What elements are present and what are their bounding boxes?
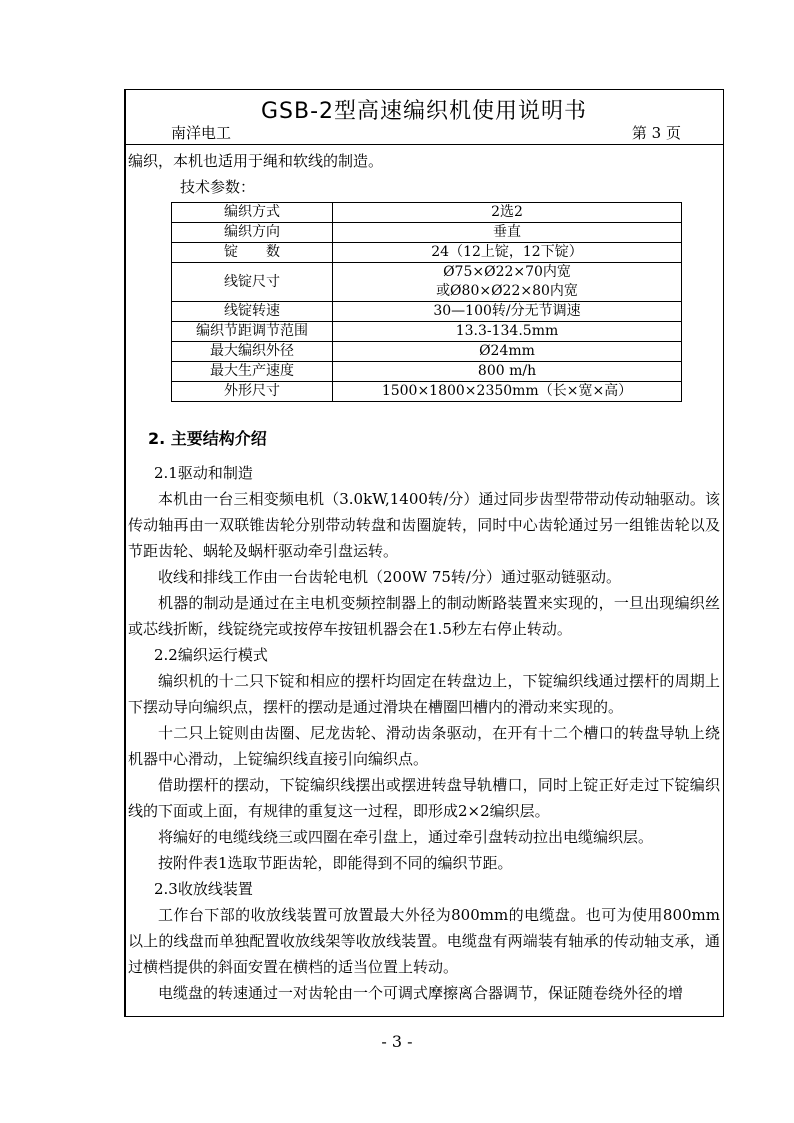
- spec-value: 垂直: [333, 223, 682, 243]
- paragraph: 将编好的电缆线绕三或四圈在牵引盘上，通过牵引盘转动拉出电缆编织层。: [158, 828, 654, 846]
- spec-row: [172, 342, 682, 362]
- spec-row: [172, 322, 682, 342]
- spec-value: 2选2: [333, 203, 682, 223]
- section-heading: 2. 主要结构介绍: [148, 429, 267, 448]
- spec-key: 编织方向: [172, 223, 333, 243]
- subsection-title: 2.2编织运行模式: [154, 646, 268, 664]
- spec-row: [172, 382, 682, 402]
- page-number: - 3 -: [381, 1032, 413, 1051]
- spec-row: [172, 223, 682, 243]
- spec-value: [333, 263, 682, 302]
- spec-row: [172, 362, 682, 382]
- spec-key: 线锭尺寸: [172, 263, 333, 302]
- company-name: 南洋电工: [171, 124, 232, 142]
- spec-key: 编织节距调节范围: [172, 322, 333, 342]
- page-frame: [124, 89, 724, 1017]
- spec-key: 线锭转速: [172, 302, 333, 322]
- spec-value: 1500×1800×2350mm（长×宽×高）: [333, 382, 682, 402]
- paragraph: 按附件表1选取节距齿轮，即能得到不同的编织节距。: [158, 854, 513, 872]
- paragraph: 电缆盘的转速通过一对齿轮由一个可调式摩擦离合器调节，保证随卷绕外径的增: [158, 984, 684, 1002]
- spec-table: [171, 202, 682, 402]
- paragraph: 工作台下部的收放线装置可放置最大外径为800mm的电缆盘。也可为使用800mm以上的线盘而单独配置收放线架等收放线装置。电缆盘有两端装有轴承的传动轴支承，通过横档提供的斜面安置在横档的适当位置上转动。: [128, 906, 720, 976]
- spec-key: 编织方式: [172, 203, 333, 223]
- subsection-title: 2.3收放线装置: [154, 880, 253, 898]
- frame-left-border: [125, 90, 126, 1016]
- spec-row: [172, 302, 682, 322]
- page-content: [128, 148, 720, 1006]
- paragraph: 十二只上锭则由齿圈、尼龙齿轮、滑动齿条驱动，在开有十二个槽口的转盘导轨上绕机器中心滑动，上锭编织线直接引向编织点。: [128, 724, 720, 768]
- spec-value: Ø24mm: [333, 342, 682, 362]
- spec-value-line: Ø75×Ø22×70内宽: [443, 264, 571, 280]
- spec-value: 13.3-134.5mm: [333, 322, 682, 342]
- paragraph: 借助摆杆的摆动，下锭编织线摆出或摆进转盘导轨槽口，同时上锭正好走过下锭编织线的下面或上面，有规律的重复这一过程，即形成2×2编织层。: [128, 776, 720, 820]
- spec-row: [172, 203, 682, 223]
- paragraph: 编织机的十二只下锭和相应的摆杆均固定在转盘边上，下锭编织线通过摆杆的周期上下摆动导向编织点，摆杆的摆动是通过滑块在槽圈凹槽内的滑动来实现的。: [128, 672, 720, 716]
- spec-key: 锭 数: [172, 243, 333, 263]
- paragraph: 本机由一台三相变频电机（3.0kW,1400转/分）通过同步齿型带带动传动轴驱动。该传动轴再由一双联锥齿轮分别带动转盘和齿圈旋转，同时中心齿轮通过另一组锥齿轮以及节距齿轮、蜗轮及蜗杆驱动牵引盘运转。: [128, 490, 720, 560]
- intro-line: 编织，本机也适用于绳和软线的制造。: [128, 152, 384, 170]
- paragraph: 机器的制动是通过在主电机变频控制器上的制动断路装置来实现的，一旦出现编织丝或芯线折断，线锭绕完或按停车按钮机器会在1.5秒左右停止转动。: [128, 594, 720, 638]
- spec-value: 30—100转/分无节调速: [333, 302, 682, 322]
- page-label: 第 3 页: [631, 124, 681, 142]
- spec-value-line: 或Ø80×Ø22×80内宽: [436, 283, 578, 299]
- paragraph: 收线和排线工作由一台齿轮电机（200W 75转/分）通过驱动链驱动。: [158, 568, 621, 586]
- spec-row: [172, 263, 682, 302]
- document-title: GSB-2型高速编织机使用说明书: [260, 99, 588, 124]
- spec-value: 24（12上锭，12下锭）: [333, 243, 682, 263]
- spec-key: 外形尺寸: [172, 382, 333, 402]
- subsection-title: 2.1驱动和制造: [154, 464, 253, 482]
- spec-row: [172, 243, 682, 263]
- tech-params-label: 技术参数：: [180, 178, 256, 196]
- spec-key: 最大编织外径: [172, 342, 333, 362]
- header-divider: [125, 144, 723, 145]
- spec-key: 最大生产速度: [172, 362, 333, 382]
- spec-value: 800 m/h: [333, 362, 682, 382]
